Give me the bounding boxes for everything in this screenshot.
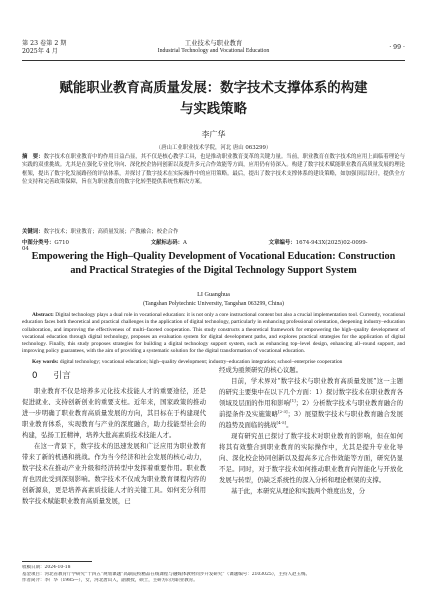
title-en-line1: Empowering the High–Quality Development of Vocational Education: Construction xyxy=(31,251,396,262)
journal-name xyxy=(22,40,405,55)
footnotes xyxy=(22,565,405,585)
keywords-en-text: digital technology; vocational education; high–quality development; industry–education integration; school–enterprise cooperation xyxy=(59,359,343,365)
doc-code-value: A xyxy=(183,240,187,246)
keywords-zh xyxy=(22,228,405,236)
issue-line: 第 23 卷第 2 期 xyxy=(22,40,67,47)
document-code xyxy=(151,240,227,246)
section-number: 0 xyxy=(32,371,38,381)
text-run: 。 xyxy=(286,421,293,429)
abstract-en-text: Digital technology plays a dual role in vocational education: it is not only a core instructional content but also a crucial implementation tool. Currently, vocational education faces both theoretical and practical challenges in the application of digital technology, particularly in enhancing professional orientation, deepening industry–education collaboration, and improving the effectiveness of multi–faceted cooperation. This study constructs a theoretical framework for empowering the high–quality development of vocational education through digital technology, proposes an evaluation system for digital development paths, and explores practical strategies for the application of digital technology. Finally, this study proposes strategies for building a digital technology support system, such as enhancing top–level design, enhancing all–round support, and improving policy guarantees, with the aim of providing a systematic solution for the digital transformation of vocational education. xyxy=(22,312,405,355)
abstract-en xyxy=(22,312,405,356)
clc-label: 中图分类号： xyxy=(22,240,55,246)
doc-code-label: 文献标志码： xyxy=(150,240,184,246)
keywords-zh-text: 数字技术；职业教育；高质量发展；产教融合；校企合作 xyxy=(43,229,179,235)
author-zh: 李广华 xyxy=(201,130,226,139)
affiliation-en: (Tangshan Polytechnic University, Tangshan 063299, China) xyxy=(143,301,284,307)
article-no-label: 文章编号： xyxy=(268,240,296,246)
article-no-value: 1674-943X(2025)02-0099-04 xyxy=(22,240,368,252)
section-title: 引言 xyxy=(53,371,71,381)
body-column-left xyxy=(22,368,206,507)
date-line: 2025年 4 月 xyxy=(22,47,58,55)
footnote-received: 收稿日期：2024-10-18 xyxy=(22,565,71,570)
citation-ref[interactable]: [4-5] xyxy=(276,419,287,425)
footnote-divider xyxy=(22,561,92,562)
body-paragraph: 基于此，本研究从理论和实践两个维度出发，分 xyxy=(231,487,366,495)
body-paragraph xyxy=(219,376,403,431)
keywords-zh-label: 关键词： xyxy=(22,229,44,235)
abstract-en-label: Abstract: xyxy=(32,312,54,318)
title-zh-line2: 与实践策略 xyxy=(180,102,247,117)
author-en: LI Guanghua xyxy=(197,291,230,298)
text-run: ；2）分析数字技术与职业教育融合的前提条件及实施策略 xyxy=(219,399,404,418)
abstract-zh-text: 数字技术在职业教育中的作用日益凸显，其不仅是核心教学工具，也是推动职业教育变革的关键力量。当前，职业教育在数字技术的应用上面临着理论与实践的双重挑战。尤其是在强化专业化导向、深化校企协同创新以及提升多元合作效能等方面，应用仍有待深入。构建了数字技术赋能职业教育高质量发展的理论框架，提出了数字化发展路径的评估体系，并探讨了数字技术在实际操作中的应用策略。最后，提出了数字技术支撑体系的建设策略，如加强顶层设计，提供全方位支持和完善政策保障，旨在为职业教育的数字化转型提供系统性解决方案。 xyxy=(22,154,405,185)
section-heading xyxy=(32,370,206,382)
journal-name-en: Industrial Technology and Vocational Education xyxy=(157,47,270,54)
body-paragraph: 职业教育不仅是培养多元化技术技能人才的重要途径，还是促进就业、支持创新创业的重要支柱。近年来，国家政策的推动进一步明确了职业教育高质量发展的方向，其目标在于构建现代职业教育体系，实现教育与产业的深度融合，助力技能型社会的构建，弘扬工匠精神，培养大批高素质技术技能人才。 xyxy=(22,387,206,439)
abstract-zh xyxy=(22,153,405,186)
title-zh-line1: 赋能职业教育高质量发展：数字技术支撑体系的构建 xyxy=(59,81,368,96)
footnote-author-bio: 作者简介：李广华（1985—），女，河北唐山人，副教授，硕士，主研方向为职业教育。 xyxy=(22,578,198,584)
text-run: 目前，学术界对“数字技术与职业教育高质量发展”这一主题的研究主要集中在以下几个方面：1）探讨数字技术在职业教育各领域及层面的作用和影响 xyxy=(219,377,403,407)
abstract-zh-label: 摘 要： xyxy=(22,154,44,160)
text-run: ；3）展望数字技术与职业教育融合发展的趋势及面临的挑战 xyxy=(219,410,403,429)
page-number: · 99 · xyxy=(389,44,405,51)
article-title-zh xyxy=(22,78,405,120)
journal-name-zh: 工业技术与职业教育 xyxy=(184,39,243,47)
footnote-fund: 基金项目：河北省教育厅学研究“十四五”规划课题“高职院校精品在线课程与融媒体教材同步开发研究”（课题编号：2103025），主持人赵玉梅。 xyxy=(22,571,310,577)
clc-value: G710 xyxy=(54,240,69,246)
title-en-line2: and Practical Strategies of the Digital Technology Support System xyxy=(70,264,357,276)
article-title-en xyxy=(22,250,405,277)
body-paragraph: 现有研究虽已探讨了数字技术对职业教育的影响，但在如何将其有效整合到职业教育的实际操作中，尤其是提升专业化导向、深化校企协同创新以及提高多元合作效能等方面，研究仍显不足。同时，对于数字技术如何推动职业教育向智能化与开放化发展与转型，仍缺乏系统性的深入分析和理论框架的支撑。 xyxy=(219,432,403,484)
running-head xyxy=(22,40,405,61)
body-column-right xyxy=(219,365,403,497)
keywords-en-label: Key words: xyxy=(32,359,59,365)
body-paragraph: 在这一背景下，数字技术的迅速发展和广泛应用为职业教育带来了新的机遇和挑战。作为当今经济和社会发展的核心动力，数字技术在推动产业升级和经济转型中发挥着重要作用。职业教育也因此受到深刻影响。数字技术不仅成为职业教育课程内容的创新源泉，更是培养高素质技能人才的关键工具。如何充分利用数字技术赋能职业教育高质量发展，已 xyxy=(22,442,206,505)
citation-ref[interactable]: [1] xyxy=(290,397,296,403)
citation-ref[interactable]: [2-3] xyxy=(278,408,288,414)
affiliation-zh: （唐山工业职业技术学院，河北 唐山 063299） xyxy=(155,145,272,151)
body-paragraph-continued: 经成为亟须研究的核心议题。 xyxy=(219,366,303,374)
